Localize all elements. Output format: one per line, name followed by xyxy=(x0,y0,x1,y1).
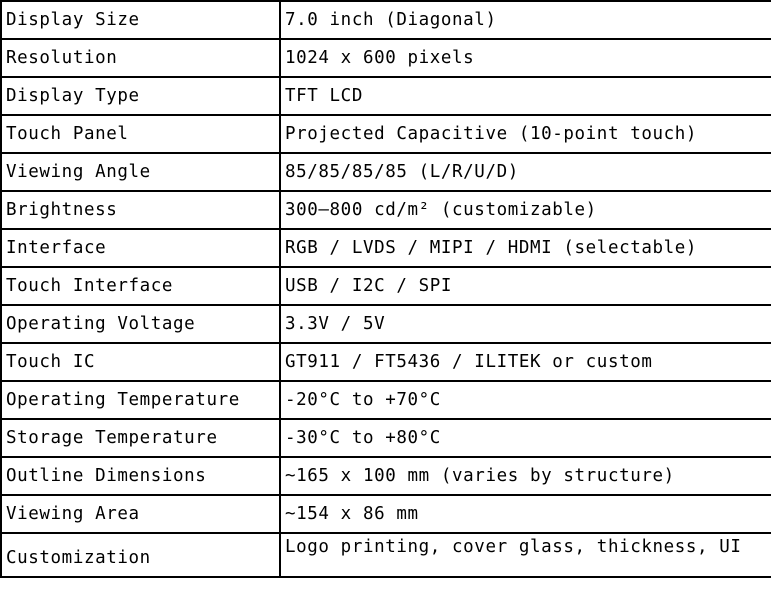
spec-row-touch-panel xyxy=(1,115,771,153)
spec-value: USB / I2C / SPI xyxy=(280,267,771,305)
spec-row-storage-temperature xyxy=(1,419,771,457)
spec-value: -30°C to +80°C xyxy=(280,419,771,457)
spec-value: 1024 x 600 pixels xyxy=(280,39,771,77)
spec-value: Projected Capacitive (10-point touch) xyxy=(280,115,771,153)
spec-row-brightness xyxy=(1,191,771,229)
spec-label: Touch IC xyxy=(1,343,280,381)
spec-row-display-type xyxy=(1,77,771,115)
spec-label: Touch Panel xyxy=(1,115,280,153)
spec-value: TFT LCD xyxy=(280,77,771,115)
spec-value: Logo printing, cover glass, thickness, UI xyxy=(280,533,771,577)
spec-value: GT911 / FT5436 / ILITEK or custom xyxy=(280,343,771,381)
spec-label: Operating Temperature xyxy=(1,381,280,419)
spec-value: ~165 x 100 mm (varies by structure) xyxy=(280,457,771,495)
spec-label: Viewing Angle xyxy=(1,153,280,191)
spec-row-touch-interface xyxy=(1,267,771,305)
spec-value: 3.3V / 5V xyxy=(280,305,771,343)
spec-value: -20°C to +70°C xyxy=(280,381,771,419)
spec-row-operating-voltage xyxy=(1,305,771,343)
spec-label: Display Type xyxy=(1,77,280,115)
spec-label: Customization xyxy=(1,533,280,577)
spec-row-interface xyxy=(1,229,771,267)
spec-row-operating-temperature xyxy=(1,381,771,419)
spec-label: Resolution xyxy=(1,39,280,77)
spec-row-viewing-angle xyxy=(1,153,771,191)
spec-label: Storage Temperature xyxy=(1,419,280,457)
spec-row-viewing-area xyxy=(1,495,771,533)
spec-label: Viewing Area xyxy=(1,495,280,533)
spec-value: RGB / LVDS / MIPI / HDMI (selectable) xyxy=(280,229,771,267)
spec-value: ~154 x 86 mm xyxy=(280,495,771,533)
spec-row-touch-ic xyxy=(1,343,771,381)
spec-row-outline-dimensions xyxy=(1,457,771,495)
spec-row-display-size xyxy=(1,1,771,39)
spec-row-resolution xyxy=(1,39,771,77)
spec-label: Brightness xyxy=(1,191,280,229)
spec-value: 7.0 inch (Diagonal) xyxy=(280,1,771,39)
spec-value: 85/85/85/85 (L/R/U/D) xyxy=(280,153,771,191)
spec-label: Interface xyxy=(1,229,280,267)
spec-label: Touch Interface xyxy=(1,267,280,305)
spec-label: Outline Dimensions xyxy=(1,457,280,495)
spec-value: 300–800 cd/m² (customizable) xyxy=(280,191,771,229)
spec-label: Display Size xyxy=(1,1,280,39)
spec-label: Operating Voltage xyxy=(1,305,280,343)
spec-row-customization xyxy=(1,533,771,577)
